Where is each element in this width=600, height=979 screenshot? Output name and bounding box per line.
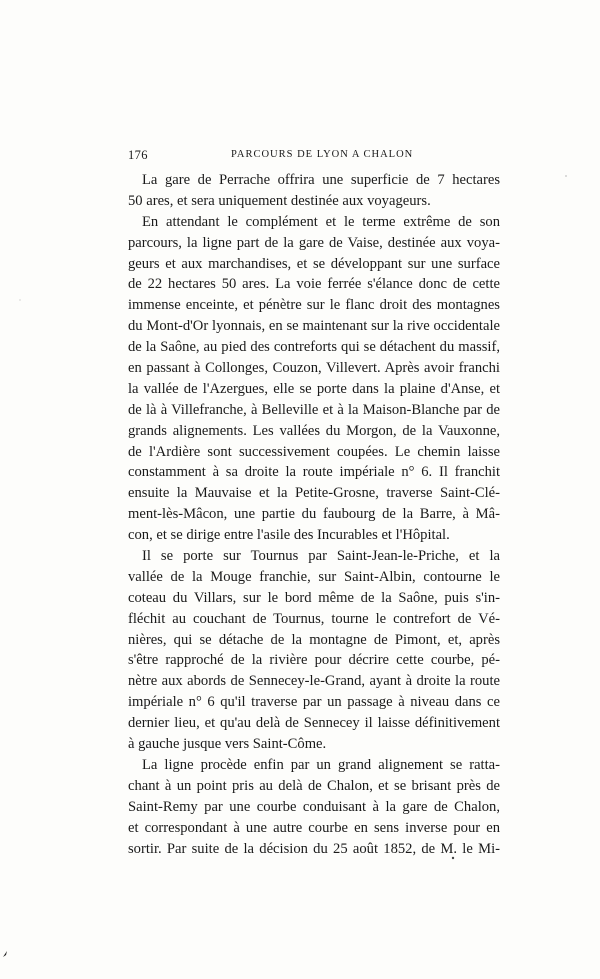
text-line: grands alignements. Les vallées du Morgon, de la Vauxonne, <box>128 422 500 439</box>
text-line: geurs et aux marchandises, et se développant sur une surface <box>128 255 500 272</box>
paper-speck <box>452 857 454 859</box>
text-line: de là à Villefranche, à Belleville et à la Maison-Blanche par de <box>128 401 500 418</box>
text-line: En attendant le complément et le terme extrême de son <box>142 213 500 230</box>
text-line: coteau du Villars, sur le bord même de la Saône, puis s'in- <box>128 589 500 606</box>
text-line: de l'Ardière sont successivement coupées. Le chemin laisse <box>128 443 500 460</box>
text-line: en passant à Collonges, Couzon, Villevert. Après avoir franchi <box>128 360 500 377</box>
running-title: PARCOURS DE LYON A CHALON <box>231 149 414 160</box>
text-line: ensuite la Mauvaise et la Petite-Grosne, traverse Saint-Clé- <box>128 485 500 502</box>
text-line: impériale n° 6 qu'il traverse par un passage à niveau dans ce <box>128 694 500 711</box>
paper-speck <box>565 175 566 176</box>
text-line: fléchit au couchant de Tournus, tourne le contrefort de Vé- <box>128 610 500 627</box>
text-line: de 22 hectares 50 ares. La voie ferrée s'élance donc de cette <box>128 276 500 293</box>
text-line: à gauche jusque vers Saint-Côme. <box>128 736 327 753</box>
text-line: nètre aux abords de Sennecey-le-Grand, ayant à droite la route <box>128 673 500 690</box>
text-line: et correspondant à une autre courbe en sens inverse pour en <box>128 819 500 836</box>
text-line: de la Saône, au pied des contreforts qui se détachent du massif, <box>128 339 500 356</box>
text-line: 50 ares, et sera uniquement destinée aux voyageurs. <box>128 192 431 209</box>
text-line: immense enceinte, et pénètre sur le flanc droit des montagnes <box>128 297 500 314</box>
text-line: Saint-Remy par une courbe conduisant à la gare de Chalon, <box>128 798 500 815</box>
text-line: con, et se dirige entre l'asile des Incurables et l'Hôpital. <box>128 527 450 544</box>
paper-speck <box>20 300 21 301</box>
text-line: sortir. Par suite de la décision du 25 août 1852, de M. le Mi- <box>128 840 500 857</box>
text-line: La ligne procède enfin par un grand alignement se ratta- <box>142 756 500 773</box>
text-line: nières, qui se détache de la montagne de Pimont, et, après <box>128 631 500 648</box>
text-line: ment-lès-Mâcon, une partie du faubourg de la Barre, à Mâ- <box>128 506 500 523</box>
text-line: la vallée de l'Azergues, elle se porte dans la plaine d'Anse, et <box>128 380 500 397</box>
text-line: chant à un point pris au delà de Chalon, et se brisant près de <box>128 777 500 794</box>
text-line: parcours, la ligne part de la gare de Vaise, destinée aux voya- <box>128 234 500 251</box>
text-line: La gare de Perrache offrira une superficie de 7 hectares <box>142 172 500 188</box>
text-line: constamment à sa droite la route impériale n° 6. Il franchit <box>128 464 500 481</box>
text-line: s'être rapproché de la rivière pour décrire cette courbe, pé- <box>128 652 500 669</box>
text-line: vallée de la Mouge franchie, sur Saint-Albin, contourne le <box>128 568 500 585</box>
paper-speck <box>3 951 7 957</box>
text-line: Il se porte sur Tournus par Saint-Jean-le-Priche, et la <box>142 548 500 565</box>
text-line: du Mont-d'Or lyonnais, en se maintenant sur la rive occidentale <box>128 318 500 335</box>
page-number: 176 <box>128 148 148 162</box>
text-line: dernier lieu, et qu'au delà de Sennecey il laisse définitivement <box>128 715 500 732</box>
